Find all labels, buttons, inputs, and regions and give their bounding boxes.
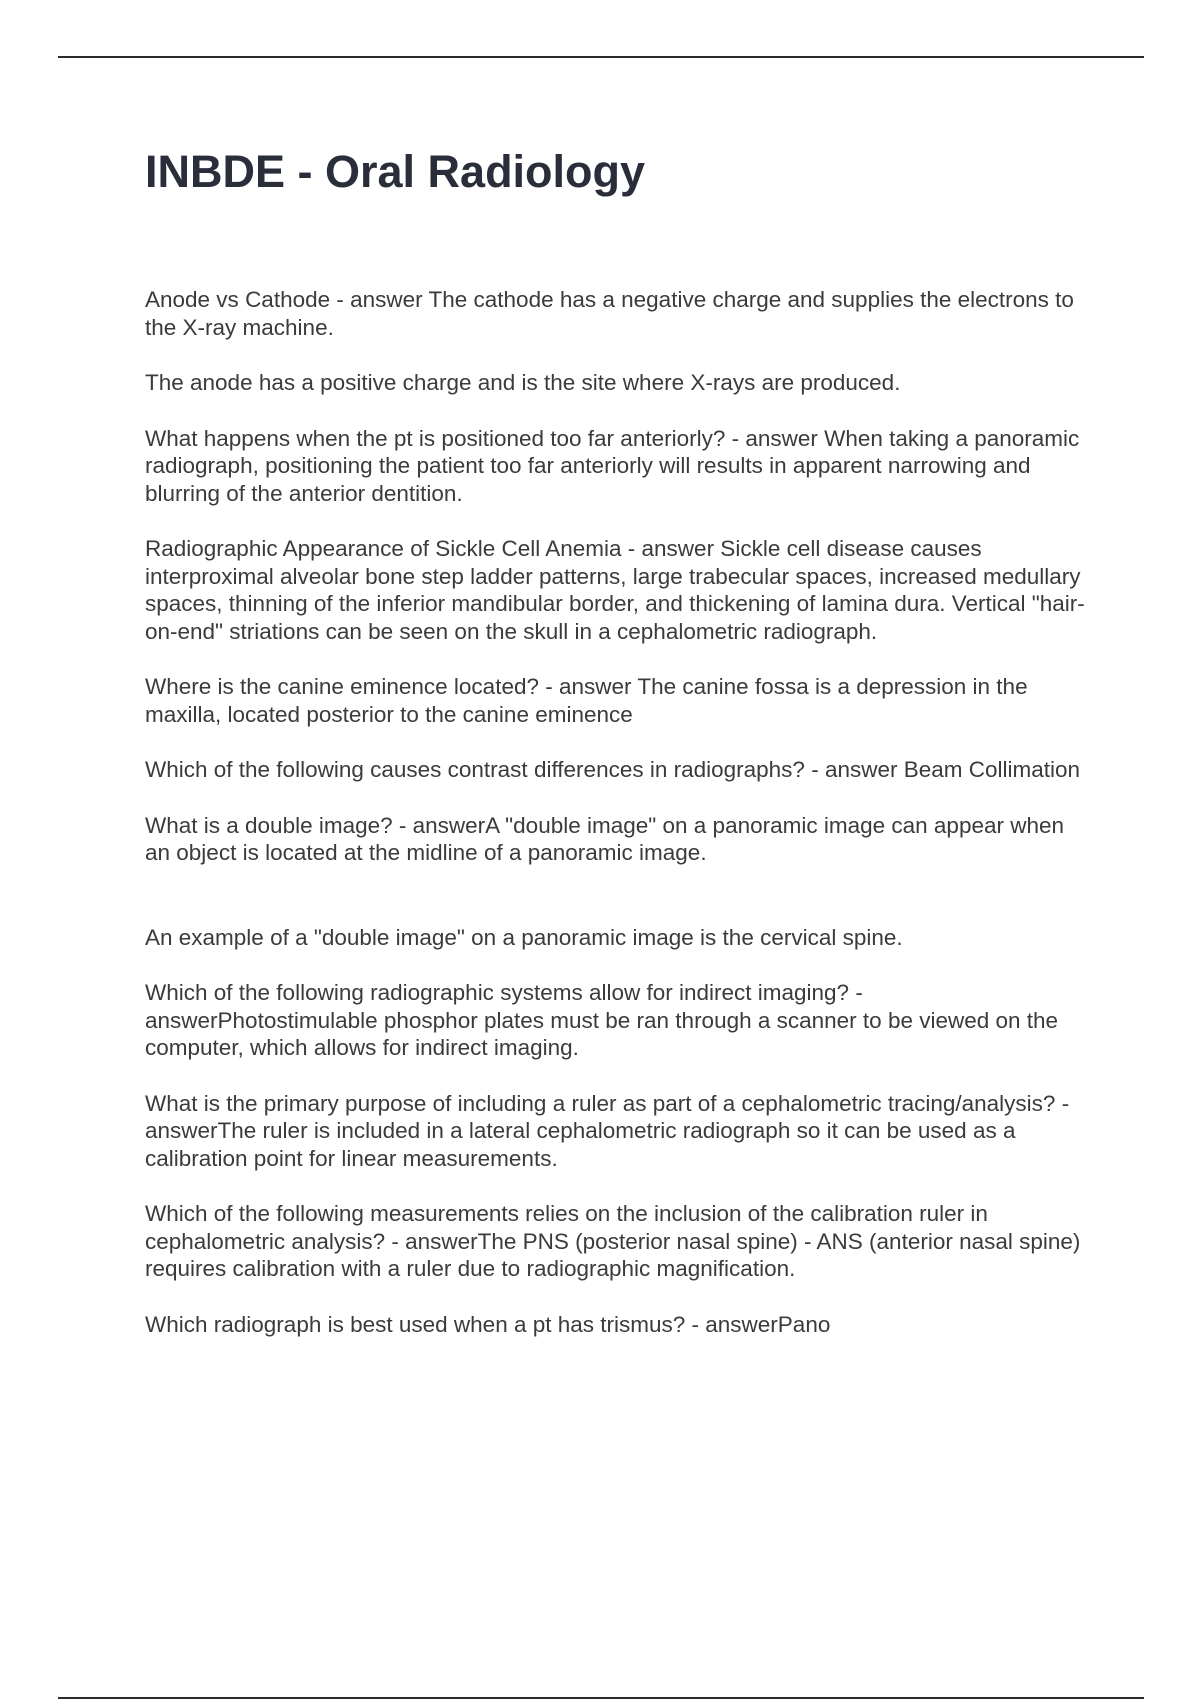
qa-paragraph: An example of a "double image" on a panoramic image is the cervical spine.	[145, 924, 903, 950]
page-title: INBDE - Oral Radiology	[145, 146, 646, 197]
qa-paragraph: The anode has a positive charge and is the site where X-rays are produced.	[145, 370, 901, 395]
qa-paragraph: What is the primary purpose of including a ruler as part of a cephalometric tracing/analysis? - answerThe ruler is included in a lateral cephalometric radiograph so it can be used as a calibration point for linear measurements.	[145, 1090, 1070, 1171]
header-rule	[58, 56, 1144, 58]
qa-paragraph: Radiographic Appearance of Sickle Cell Anemia - answer Sickle cell disease causes interproximal alveolar bone step ladder patterns, large trabecular spaces, increased medullary spaces, thinning of the inferior mandibular border, and thickening of lamina dura. Vertical "hair-on-end" striations can be seen on the skull in a cephalometric radiograph.	[145, 536, 1085, 644]
qa-paragraph: Where is the canine eminence located? - answer The canine fossa is a depression in the maxilla, located posterior to the canine eminence	[145, 674, 1028, 727]
qa-paragraph: What happens when the pt is positioned too far anteriorly? - answer When taking a panoramic radiograph, positioning the patient too far anteriorly will results in apparent narrowing and blurring of the anterior dentition.	[145, 425, 1080, 506]
qa-paragraph: Which of the following measurements relies on the inclusion of the calibration ruler in cephalometric analysis? - answerThe PNS (posterior nasal spine) - ANS (anterior nasal spine) requires calibration with a ruler due to radiographic magnification.	[145, 1201, 1081, 1281]
document-body	[145, 286, 1095, 1366]
footer-rule	[58, 1697, 1144, 1699]
qa-paragraph: Anode vs Cathode - answer The cathode has a negative charge and supplies the electrons to the X-ray machine.	[145, 287, 1074, 340]
qa-paragraph: Which radiograph is best used when a pt has trismus? - answerPano	[145, 1311, 831, 1337]
qa-paragraph: Which of the following causes contrast differences in radiographs? - answer Beam Collimation	[145, 757, 1081, 782]
qa-paragraph: Which of the following radiographic systems allow for indirect imaging? - answerPhotostimulable phosphor plates must be ran through a scanner to be viewed on the computer, which allows for indirect imaging.	[145, 980, 1059, 1060]
qa-paragraph: What is a double image? - answerA "double image" on a panoramic image can appear when an object is located at the midline of a panoramic image.	[145, 812, 1065, 865]
